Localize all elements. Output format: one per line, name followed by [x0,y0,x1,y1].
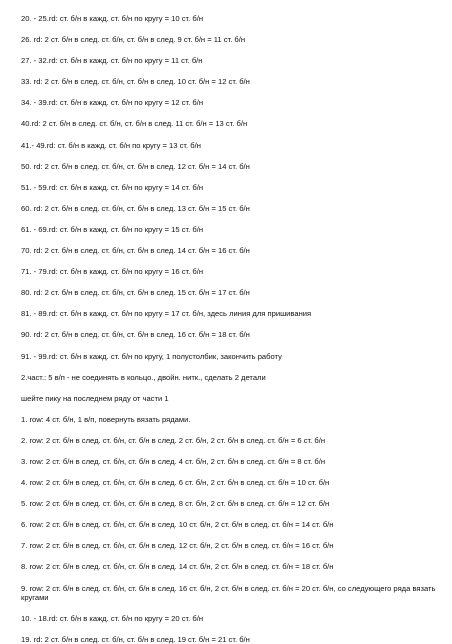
text-line: 6. row: 2 ст. б/н в след. ст. б/н, ст. б/н в след. 10 ст. б/н, 2 ст. б/н в след. ст. б/н = 14 ст. б/н [21,520,334,530]
text-line: 7. row: 2 ст. б/н в след. ст. б/н, ст. б/н в след. 12 ст. б/н, 2 ст. б/н в след. ст. б/н = 16 ст. б/н [21,541,334,551]
text-line: 10. - 18.rd: ст. б/н в кажд. ст. б/н по кругу = 20 ст. б/н [21,613,204,623]
section-heading: 2.част.: 5 в/п - не соединять в кольцо., двойн. нитк., сделать 2 детали [21,372,266,382]
text-line: 33. rd: 2 ст. б/н в след. ст. б/н, ст. б/н в след. 10 ст. б/н = 12 ст. б/н [21,77,250,87]
text-line: 20. - 25.rd: ст. б/н в кажд. ст. б/н по кругу = 10 ст. б/н [21,14,204,23]
text-line: 70. rd: 2 ст. б/н в след. ст. б/н, ст. б/н в след. 14 ст. б/н = 16 ст. б/н [21,246,250,256]
text-line: 81. - 89.rd: ст. б/н в кажд. ст. б/н по кругу = 17 ст. б/н, здесь линия для пришивания [21,309,312,319]
text-line: 71. - 79.rd: ст. б/н в кажд. ст. б/н по кругу = 16 ст. б/н [21,267,204,277]
text-line: 9. row: 2 ст. б/н в след. ст. б/н, ст. б/н в след. 16 ст. б/н, 2 ст. б/н в след. ст. б/н = 20 ст. б/н, со следующего ряда вязать кругами [21,583,436,602]
text-line: 5. row: 2 ст. б/н в след. ст. б/н, ст. б/н в след. 8 ст. б/н, 2 ст. б/н в след. ст. б/н = 12 ст. б/н [21,499,330,509]
text-line: 19. rd: 2 ст. б/н в след. ст. б/н, ст. б/н в след. 19 ст. б/н = 21 ст. б/н [21,634,250,644]
text-line: 80. rd: 2 ст. б/н в след. ст. б/н, ст. б/н в след. 15 ст. б/н = 17 ст. б/н [21,288,250,298]
text-line: 90. rd: 2 ст. б/н в след. ст. б/н, ст. б/н в след. 16 ст. б/н = 18 ст. б/н [21,330,250,340]
text-line: 41.- 49.rd: ст. б/н в кажд. ст. б/н по кругу = 13 ст. б/н [21,140,201,150]
text-line: 26. rd: 2 ст. б/н в след. ст. б/н, ст. б/н в след. 9 ст. б/н = 11 ст. б/н [21,35,246,45]
text-line: 50. rd: 2 ст. б/н в след. ст. б/н, ст. б/н в след. 12 ст. б/н = 14 ст. б/н [21,161,250,171]
text-line: 61. - 69.rd: ст. б/н в кажд. ст. б/н по кругу = 15 ст. б/н [21,224,204,234]
text-line: 2. row: 2 ст. б/н в след. ст. б/н, ст. б/н в след. 2 ст. б/н, 2 ст. б/н в след. ст. б/н = 6 ст. б/н [21,435,326,445]
text-line: 91. - 99.rd: ст. б/н в кажд. ст. б/н по кругу, 1 полустолбик, закончить работу [21,351,282,361]
text-line: 27. - 32.rd: ст. б/н в кажд. ст. б/н по кругу = 11 ст. б/н [21,56,203,66]
text-line: 51. - 59.rd: ст. б/н в кажд. ст. б/н по кругу = 14 ст. б/н [21,182,204,192]
text-line: шейте пику на последнем ряду от части 1 [21,393,169,403]
text-line: 60. rd: 2 ст. б/н в след. ст. б/н, ст. б/н в след. 13 ст. б/н = 15 ст. б/н [21,203,250,213]
text-line: 8. row: 2 ст. б/н в след. ст. б/н, ст. б/н в след. 14 ст. б/н, 2 ст. б/н в след. ст. б/н = 18 ст. б/н [21,562,334,572]
text-line: 3. row: 2 ст. б/н в след. ст. б/н, ст. б/н в след. 4 ст. б/н, 2 ст. б/н в след. ст. б/н = 8 ст. б/н [21,456,326,466]
text-line: 1. row: 4 ст. б/н, 1 в/п, повернуть вязать рядами. [21,414,191,424]
text-line: 40.rd: 2 ст. б/н в след. ст. б/н, ст. б/н в след. 11 ст. б/н = 13 ст. б/н [21,119,248,129]
text-line: 34. - 39.rd: ст. б/н в кажд. ст. б/н по кругу = 12 ст. б/н [21,98,204,108]
text-line: 4. row: 2 ст. б/н в след. ст. б/н, ст. б/н в след. 6 ст. б/н, 2 ст. б/н в след. ст. б/н = 10 ст. б/н [21,478,330,488]
